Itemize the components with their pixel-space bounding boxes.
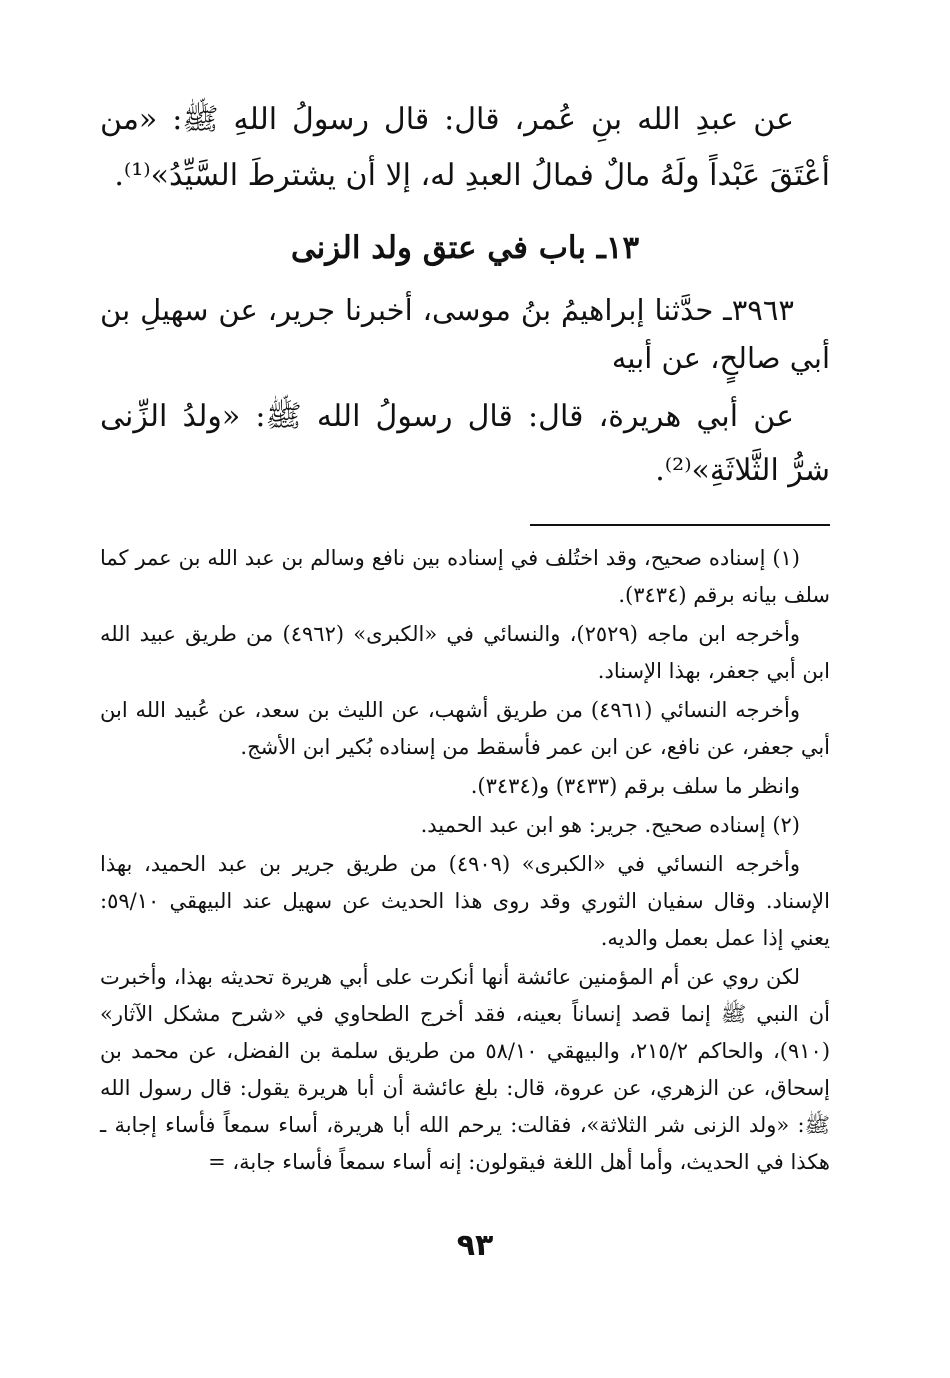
footnote-paragraph: وأخرجه النسائي في «الكبرى» (٤٩٠٩) من طريق جرير بن عبد الحميد، بهذا الإسناد. وقال سفيان الثوري وقد روى هذا الحديث عن سهيل عند البيهقي ٥٩/١٠: يعني إذا عمل بعمل والديه. <box>100 852 830 950</box>
footnote-paragraph: وأخرجه النسائي (٤٩٦١) من طريق أشهب، عن الليث بن سعد، عن عُبيد الله ابن أبي جعفر، عن نافع، عن ابن عمر فأسقط من إسناده بُكير ابن الأشج. <box>100 698 830 759</box>
page-number: ٩٣ <box>456 1228 494 1263</box>
footnote-separator <box>530 524 830 526</box>
footnote-paragraph: (٢) إسناده صحيح. جرير: هو ابن عبد الحميد. <box>420 813 800 837</box>
document-page <box>100 92 830 1183</box>
chapter-heading: ١٣ـ باب في عتق ولد الزنى <box>290 230 640 266</box>
footnote-paragraph: وانظر ما سلف برقم (٣٤٣٣) و(٣٤٣٤). <box>470 774 800 798</box>
hadith-continuation: عن عبدِ الله بنِ عُمر، قال: قال رسولُ اللهِ ﷺ: «من أعْتَقَ عَبْداً ولَهُ مالٌ فمالُ العبدِ له، إلا أن يشترطَ السَّيِّدُ»⁽¹⁾. <box>100 102 830 193</box>
hadith-matn: عن أبي هريرة، قال: قال رسولُ الله ﷺ: «ولدُ الزِّنى شرُّ الثَّلاثَةِ»⁽²⁾. <box>100 399 830 488</box>
main-text <box>100 92 830 204</box>
footnote-paragraph: لكن روي عن أم المؤمنين عائشة أنها أنكرت على أبي هريرة تحديثه بهذا، وأخبرت أن النبي ﷺ إنما قصد إنساناً بعينه، فقد أخرج الطحاوي في «شرح مشكل الآثار» (٩١٠)، والحاكم ٢١٥/٢، والبيهقي ٥٨/١٠ من طريق سلمة بن الفضل، عن محمد بن إسحاق، عن الزهري، عن عروة، قال: بلغ عائشة أن أبا هريرة يقول: قال رسول الله ﷺ: «ولد الزنى شر الثلاثة»، فقالت: يرحم الله أبا هريرة، أساء سمعاً فأساء إجابة ـ هكذا في الحديث، وأما أهل اللغة فيقولون: إنه أساء سمعاً فأساء جابة، = <box>100 965 831 1174</box>
hadith-isnad: ٣٩٦٣ـ حدَّثنا إبراهيمُ بنُ موسى، أخبرنا جرير، عن سهيلِ بن أبي صالحٍ، عن أبيه <box>100 293 830 375</box>
footnote-paragraph: (١) إسناده صحيح، وقد اختُلف في إسناده بين نافع وسالم بن عبد الله بن عمر كما سلف بيانه برقم (٣٤٣٤). <box>100 546 830 607</box>
footnote-paragraph: وأخرجه ابن ماجه (٢٥٢٩)، والنسائي في «الكبرى» (٤٩٦٢) من طريق عبيد الله ابن أبي جعفر، بهذا الإسناد. <box>100 622 830 683</box>
footnotes <box>100 540 830 1181</box>
